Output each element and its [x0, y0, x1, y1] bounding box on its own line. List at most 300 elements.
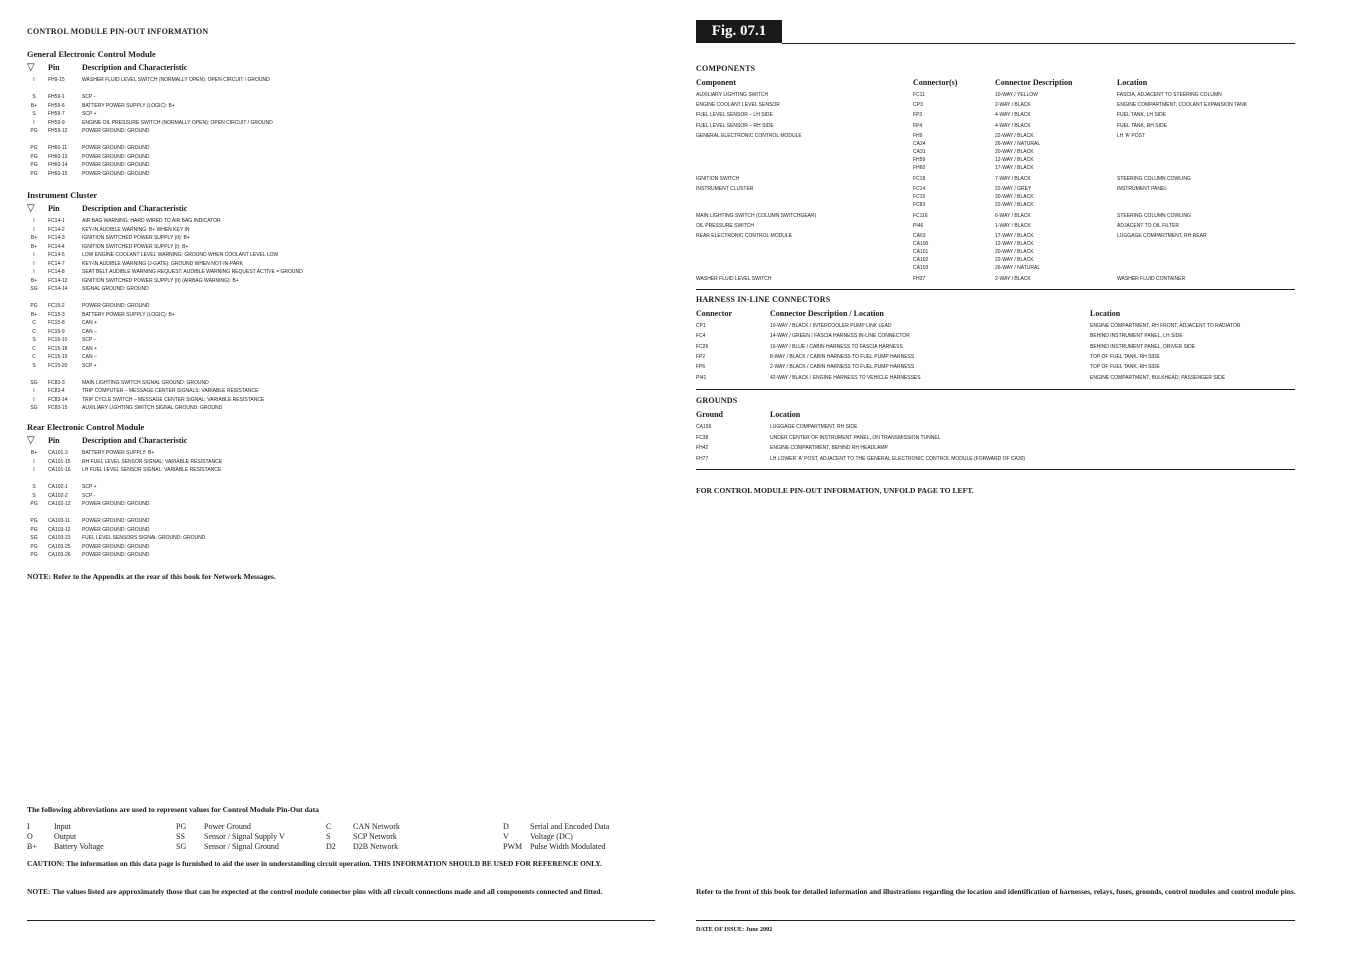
pin-description: SCP –: [82, 337, 97, 343]
pin-type: PG: [30, 552, 38, 558]
pin-row: [27, 328, 357, 337]
pin-id: CA102-1: [48, 484, 68, 490]
figure-rule: [782, 43, 1295, 44]
pin-row: [27, 170, 357, 179]
connector-id: CA24: [913, 140, 926, 147]
components-column-header: Connector Description: [995, 78, 1073, 87]
pin-row: [27, 404, 357, 413]
pin-type: S: [32, 362, 36, 369]
pin-row: [27, 500, 357, 509]
harness-connector-id: FP6: [696, 364, 706, 371]
component-name: AUXILIARY LIGHTING SWITCH: [696, 92, 769, 98]
pin-row: [27, 362, 357, 371]
abbreviation-code: D2: [326, 842, 336, 851]
pin-id: FC14-1: [48, 218, 65, 224]
pin-type: PG: [30, 162, 38, 168]
abbreviation-meaning: Sensor / Signal Ground: [204, 842, 279, 851]
harness-description: 16-WAY / BLUE / CABIN HARNESS TO FASCIA HARNESS: [770, 343, 903, 350]
connector-id: CA101: [913, 249, 929, 256]
component-name: OIL PRESSURE SWITCH: [696, 223, 754, 230]
pin-type: PG: [30, 526, 38, 533]
pin-id: CA103-12: [48, 526, 71, 533]
pin-row: [27, 466, 357, 475]
pin-row: [27, 144, 357, 153]
pin-description: WASHER FLUID LEVEL SWITCH (NORMALLY OPEN): OPEN CIRCUIT / GROUND: [82, 77, 270, 83]
pin-id: FC15-3: [48, 311, 65, 318]
pin-description: IGNITION SWITCHED POWER SUPPLY (II): B+: [82, 235, 190, 241]
pin-row: [27, 93, 357, 102]
abbreviation-meaning: Sensor / Signal Supply V: [204, 832, 285, 841]
pin-id: FH60-13: [48, 153, 68, 160]
connector-id: FH9: [913, 132, 923, 139]
connector-id: FC116: [913, 213, 928, 219]
pin-type: I: [33, 467, 35, 473]
pin-type: S: [32, 492, 36, 499]
pin-description: ENGINE OIL PRESSURE SWITCH (NORMALLY OPEN): OPEN CIRCUIT / GROUND: [82, 119, 273, 126]
connector-description: 22-WAY / GREY: [995, 186, 1032, 192]
pin-type: I: [33, 77, 35, 83]
abbreviation-meaning: Output: [54, 832, 77, 841]
ground-location: LH LOWER 'A' POST, ADJACENT TO THE GENERAL ELECTRONIC CONTROL MODULE (FORWARD OF CA30): [770, 455, 1026, 462]
pin-description: BATTERY POWER SUPPLY: B+: [82, 450, 155, 456]
connector-description: 26-WAY / NATURAL: [995, 265, 1041, 272]
pin-id: CA101-16: [48, 467, 71, 473]
connector-description: 20-WAY / BLACK: [995, 249, 1034, 256]
components-column-header: Connector(s): [913, 78, 958, 87]
pin-description: POWER GROUND: GROUND: [82, 153, 150, 160]
harness-description: 42-WAY / BLACK / ENGINE HARNESS TO VEHICLE HARNESSES: [770, 374, 921, 381]
pin-type: S: [32, 111, 36, 117]
pin-description: AUXILIARY LIGHTING SWITCH SIGNAL GROUND: GROUND: [82, 405, 223, 411]
component-location: STEERING COLUMN COWLING: [1117, 213, 1191, 219]
pin-id: FC83-14: [48, 396, 68, 403]
caution-note: CAUTION: The information on this data page is furnished to aid the user in understanding circuit operation. THIS INFORMATION SHOULD BE USED FOR REFERENCE ONLY.: [27, 859, 602, 868]
pin-description: SCP -: [82, 492, 96, 499]
pin-row: [27, 517, 357, 526]
harness-description: 10-WAY / BLACK / INTERCOOLER PUMP LINK LEAD: [770, 323, 892, 329]
harness-connector-id: FC26: [696, 343, 709, 350]
pin-row: [27, 76, 357, 85]
harness-location: BEHIND INSTRUMENT PANEL, DRIVER SIDE: [1090, 343, 1196, 350]
grounds-column-header: Ground: [696, 410, 723, 419]
component-location: ENGINE COMPARTMENT, COOLANT EXPANSION TANK: [1117, 102, 1248, 109]
connector-description: 2-WAY / BLACK: [995, 276, 1031, 283]
pin-type: I: [33, 396, 35, 403]
pin-id: CA103-11: [48, 518, 71, 524]
ground-id: FH42: [696, 445, 709, 451]
pin-row: [27, 153, 357, 162]
component-location: INSTRUMENT PANEL: [1117, 186, 1168, 192]
pin-id: FC83-4: [48, 388, 65, 394]
pin-type: C: [32, 320, 36, 326]
pin-type: I: [33, 269, 35, 275]
pin-description: KEY-IN AUDIBLE WARNING: B+ WHEN KEY IN: [82, 226, 190, 233]
pin-row: [27, 492, 357, 501]
pin-id: FH9-15: [48, 77, 65, 83]
pin-id: FH59-9: [48, 119, 65, 126]
harness-description: 14-WAY / GREEN / FASCIA HARNESS IN-LINE CONNECTOR: [770, 333, 910, 340]
pin-symbol-icon: ▽: [27, 203, 35, 214]
pin-description: CAN –: [82, 354, 97, 360]
connector-id: FP4: [913, 122, 923, 129]
connector-description: 20-WAY / BLACK: [995, 148, 1034, 155]
connector-id: FH59: [913, 156, 926, 163]
connector-id: FH37: [913, 276, 926, 283]
unfold-note: FOR CONTROL MODULE PIN-OUT INFORMATION, UNFOLD PAGE TO LEFT.: [696, 486, 974, 495]
pin-row: [27, 302, 357, 311]
pin-description: POWER GROUND: GROUND: [82, 145, 150, 151]
harness-description: 2-WAY / BLACK / CABIN HARNESS TO FUEL PUMP HARNESS: [770, 364, 915, 371]
date-of-issue: DATE OF ISSUE: June 2002: [696, 926, 773, 933]
pin-id: FC14-8: [48, 269, 65, 275]
pin-symbol-icon: ▽: [27, 62, 35, 73]
abbreviation-meaning: SCP Network: [353, 832, 397, 841]
pin-type: PG: [30, 128, 38, 134]
pin-row: [27, 268, 357, 277]
component-name: REAR ELECTRONIC CONTROL MODULE: [696, 233, 792, 240]
pin-description: SCP -: [82, 94, 96, 100]
pin-description: SCP +: [82, 362, 97, 369]
component-name: INSTRUMENT CLUSTER: [696, 186, 754, 192]
pin-row: [27, 217, 357, 226]
description-column-header: Description and Characteristic: [82, 63, 188, 72]
pin-id: CA101-3: [48, 450, 68, 456]
connector-description: 22-WAY / BLACK: [995, 257, 1034, 264]
pin-description: KEY-IN AUDIBLE WARNING (J-GATE): GROUND WHEN NOT-IN-PARK: [82, 260, 244, 267]
pin-type: SG: [30, 379, 38, 386]
pin-type: B+: [30, 311, 38, 318]
harness-location: ENGINE COMPARTMENT, RH FRONT, ADJACENT TO RADIATOR: [1090, 323, 1241, 329]
connector-description: 10-WAY / YELLOW: [995, 92, 1038, 98]
pin-row: [27, 458, 357, 467]
component-location: WASHER FLUID CONTAINER: [1117, 276, 1186, 283]
pin-row: [27, 543, 357, 552]
component-location: FASCIA, ADJACENT TO STEERING COLUMN: [1117, 92, 1222, 98]
connector-description: 6-WAY / BLACK: [995, 213, 1031, 219]
pin-row: [27, 161, 357, 170]
abbreviation-code: C: [326, 822, 332, 831]
pin-description: POWER GROUND: GROUND: [82, 128, 150, 134]
connector-id: CA63: [913, 233, 926, 240]
pin-id: FH60-11: [48, 145, 68, 151]
connector-id: CA102: [913, 257, 929, 264]
pin-description: POWER GROUND: GROUND: [82, 170, 150, 177]
pin-type: PG: [30, 170, 38, 177]
pin-id: CA102-12: [48, 501, 71, 507]
abbreviation-meaning: Serial and Encoded Data: [530, 822, 610, 831]
pin-row: [27, 345, 357, 354]
harness-location: ENGINE COMPARTMENT, BULKHEAD, PASSENGER SIDE: [1090, 374, 1226, 381]
harness-location: TOP OF FUEL TANK, RH SIDE: [1090, 353, 1160, 360]
abbreviation-code: V: [503, 832, 509, 841]
connector-id: CA103: [913, 265, 929, 272]
connector-description: 12-WAY / BLACK: [995, 156, 1034, 163]
ground-location: UNDER CENTER OF INSTRUMENT PANEL, ON TRANSMISSION TUNNEL: [770, 434, 941, 441]
values-note: NOTE: The values listed are approximately those that can be expected at the control module connector pins with all circuit connections made and all components connected and fitted.: [27, 887, 603, 896]
pin-description: SCP +: [82, 484, 97, 490]
pin-row: [27, 353, 357, 362]
pin-row: [27, 449, 357, 458]
pin-description: POWER GROUND: GROUND: [82, 552, 150, 558]
pin-type: B+: [30, 243, 38, 250]
pin-row: [27, 110, 357, 119]
harness-description: 8-WAY / BLACK / CABIN HARNESS TO FUEL PUMP HARNESS: [770, 353, 915, 360]
harness-column-header: Location: [1090, 309, 1121, 318]
pin-type: PG: [30, 518, 38, 524]
connector-description: 17-WAY / BLACK: [995, 164, 1034, 171]
abbreviation-code: SS: [176, 832, 185, 841]
pin-column-header: Pin: [48, 63, 60, 72]
abbreviation-code: D: [503, 822, 509, 831]
pin-row: [27, 119, 357, 128]
pin-id: FC15-10: [48, 337, 68, 343]
abbreviation-code: I: [27, 822, 30, 831]
pin-id: FC15-19: [48, 354, 68, 360]
pin-row: [27, 277, 357, 286]
pin-row: [27, 234, 357, 243]
pin-id: CA101-15: [48, 458, 71, 465]
component-location: ADJACENT TO OIL FILTER: [1117, 223, 1179, 230]
pin-row: [27, 311, 357, 320]
abbreviation-code: PWM: [503, 842, 523, 851]
harness-bottom-rule: [696, 389, 1295, 390]
pin-type: PG: [30, 145, 38, 151]
pin-id: FC15-20: [48, 362, 68, 369]
pin-id: FC83-15: [48, 405, 68, 411]
connector-id: FC18: [913, 175, 926, 182]
pin-description: IGNITION SWITCHED POWER SUPPLY (I): B+: [82, 243, 189, 250]
pin-row: [27, 526, 357, 535]
pin-description: SEAT BELT AUDIBLE WARNING REQUEST: AUDIBLE WARNING REQUEST ACTIVE = GROUND: [82, 269, 303, 275]
pin-description: LH FUEL LEVEL SENSOR SIGNAL: VARIABLE RESISTANCE: [82, 467, 222, 473]
connector-description: 26-WAY / NATURAL: [995, 140, 1041, 147]
pin-id: FH60-14: [48, 162, 68, 168]
connector-id: CA31: [913, 148, 926, 155]
pin-description: POWER GROUND: GROUND: [82, 303, 150, 309]
component-name: FUEL LEVEL SENSOR – LH SIDE: [696, 112, 773, 119]
abbreviation-meaning: D2B Network: [353, 842, 399, 851]
pin-column-header: Pin: [48, 436, 60, 445]
abbreviations-intro: The following abbreviations are used to represent values for Control Module Pin-Out data: [27, 805, 319, 814]
pin-id: FC15-8: [48, 320, 65, 326]
component-location: FUEL TANK, LH SIDE: [1117, 112, 1167, 119]
network-note: NOTE: Refer to the Appendix at the rear of this book for Network Messages.: [27, 572, 276, 581]
abbreviation-code: PG: [176, 822, 187, 831]
connector-id: FP3: [913, 112, 923, 119]
pin-description: CAN +: [82, 320, 97, 326]
connector-description: 20-WAY / BLACK: [995, 194, 1034, 200]
pin-row: [27, 336, 357, 345]
pin-row: [27, 251, 357, 260]
page-header: CONTROL MODULE PIN-OUT INFORMATION: [27, 27, 209, 36]
pin-description: POWER GROUND: GROUND: [82, 526, 150, 533]
pin-type: S: [32, 484, 36, 490]
components-column-header: Location: [1117, 78, 1148, 87]
component-location: STEERING COLUMN COWLING: [1117, 175, 1191, 182]
abbreviation-code: SG: [176, 842, 187, 851]
pin-column-header: Pin: [48, 204, 60, 213]
pin-type: S: [32, 94, 36, 100]
component-name: FUEL LEVEL SENSOR – RH SIDE: [696, 122, 774, 129]
pin-description: CAN –: [82, 328, 97, 335]
pin-row: [27, 379, 357, 388]
description-column-header: Description and Characteristic: [82, 436, 188, 445]
pin-description: BATTERY POWER SUPPLY (LOGIC): B+: [82, 311, 175, 318]
abbreviation-meaning: Power Ground: [204, 822, 251, 831]
pin-row: [27, 387, 357, 396]
pin-description: SIGNAL GROUND: GROUND: [82, 286, 149, 292]
abbreviation-code: B+: [27, 842, 37, 851]
connector-description: 4-WAY / BLACK: [995, 122, 1031, 129]
pin-type: I: [33, 252, 35, 258]
pin-type: SG: [30, 535, 38, 541]
pin-id: FC14-2: [48, 226, 65, 233]
pin-row: [27, 226, 357, 235]
pin-id: FH59-1: [48, 94, 65, 100]
pin-type: B+: [30, 102, 38, 109]
abbreviation-code: O: [27, 832, 33, 841]
pin-row: [27, 534, 357, 543]
abbreviation-meaning: Pulse Width Modulated: [530, 842, 606, 851]
components-title: COMPONENTS: [696, 64, 756, 73]
refer-note: Refer to the front of this book for detailed information and illustrations regarding the location and identification of harnesses, relays, fuses, grounds, control modules and control module pins.: [696, 887, 1296, 896]
ground-location: ENGINE COMPARTMENT, BEHIND RH HEADLAMP: [770, 445, 888, 451]
component-name: WASHER FLUID LEVEL SWITCH: [696, 276, 772, 283]
pin-type: C: [32, 354, 36, 360]
connector-description: 7-WAY / BLACK: [995, 175, 1031, 182]
harness-connector-id: FP2: [696, 353, 706, 360]
pin-type: B+: [30, 277, 38, 284]
component-name: GENERAL ELECTRONIC CONTROL MODULE: [696, 132, 802, 139]
pin-description: POWER GROUND: GROUND: [82, 518, 150, 524]
pin-row: [27, 551, 357, 560]
component-name: IGNITION SWITCH: [696, 175, 740, 182]
component-location: LUGGAGE COMPARTMENT, RH REAR: [1117, 233, 1207, 240]
pin-description: TRIP COMPUTER – MESSAGE CENTER SIGNALS: VARIABLE RESISTANCE: [82, 388, 259, 394]
pin-id: CA102-2: [48, 492, 68, 499]
pin-row: [27, 260, 357, 269]
connector-id: CA100: [913, 241, 929, 248]
ground-id: FC38: [696, 434, 709, 441]
pin-description: MAIN LIGHTING SWITCH SIGNAL GROUND: GROUND: [82, 379, 209, 386]
component-location: LH 'A' POST: [1117, 132, 1146, 139]
pin-type: PG: [30, 303, 38, 309]
pin-id: FH60-15: [48, 170, 68, 177]
pin-type: B+: [30, 450, 38, 456]
pin-description: IGNITION SWITCHED POWER SUPPLY (II) (AIRBAG WARNING): B+: [82, 277, 239, 284]
harness-connector-id: FC4: [696, 333, 706, 340]
pin-description: BATTERY POWER SUPPLY (LOGIC): B+: [82, 102, 175, 109]
pin-type: PG: [30, 501, 38, 507]
harness-connector-id: PI41: [696, 374, 707, 381]
pin-row: [27, 483, 357, 492]
pin-id: FC83-3: [48, 379, 65, 386]
ground-location: LUGGAGE COMPARTMENT, RH SIDE: [770, 424, 858, 430]
harness-connector-id: CP1: [696, 323, 706, 329]
connector-id: FC15: [913, 194, 926, 200]
connector-id: FH60: [913, 164, 926, 171]
pin-description: TRIP CYCLE SWITCH – MESSAGE CENTER SIGNAL: VARIABLE RESISTANCE: [82, 396, 265, 403]
section-title: Rear Electronic Control Module: [27, 422, 145, 432]
pin-type: I: [33, 226, 35, 233]
pin-type: SG: [30, 286, 38, 292]
pin-description: RH FUEL LEVEL SENSOR SIGNAL: VARIABLE RESISTANCE: [82, 458, 223, 465]
bottom-rule-right: [696, 920, 1295, 921]
pin-row: [27, 319, 357, 328]
pin-description: POWER GROUND: GROUND: [82, 501, 150, 507]
pin-description: POWER GROUND: GROUND: [82, 162, 150, 168]
connector-description: 22-WAY / BLACK: [995, 132, 1034, 139]
abbreviation-meaning: Input: [54, 822, 71, 831]
pin-id: FC15-18: [48, 345, 68, 352]
figure-label: Fig. 07.1: [696, 20, 782, 43]
pin-description: POWER GROUND: GROUND: [82, 543, 150, 550]
pin-description: AIR BAG WARNING: HARD WIRED TO AIR BAG INDICATOR: [82, 218, 221, 224]
components-column-header: Component: [696, 78, 737, 87]
pin-type: PG: [30, 153, 38, 160]
pin-type: I: [33, 458, 35, 465]
pin-id: FC14-7: [48, 260, 65, 267]
harness-location: BEHIND INSTRUMENT PANEL, LH SIDE: [1090, 333, 1183, 340]
grounds-bottom-rule: [696, 469, 1295, 470]
pin-row: [27, 102, 357, 111]
components-bottom-rule: [696, 289, 1295, 290]
connector-description: 2-WAY / BLACK: [995, 102, 1031, 109]
component-name: ENGINE COOLANT LEVEL SENSOR: [696, 102, 780, 109]
pin-id: FH59-12: [48, 128, 68, 134]
pin-description: FUEL LEVEL SENSORS SIGNAL GROUND: GROUND: [82, 535, 206, 541]
pin-id: CA103-23: [48, 535, 71, 541]
pin-id: CA103-25: [48, 543, 71, 550]
pin-id: CA103-26: [48, 552, 71, 558]
pin-type: C: [32, 345, 36, 352]
harness-location: TOP OF FUEL TANK, RH SIDE: [1090, 364, 1160, 371]
grounds-column-header: Location: [770, 410, 801, 419]
section-title: Instrument Cluster: [27, 190, 98, 200]
pin-id: FH59-7: [48, 111, 65, 117]
pin-type: SG: [30, 405, 38, 411]
connector-id: CP3: [913, 102, 923, 109]
pin-description: SCP +: [82, 111, 97, 117]
pin-id: FC15-2: [48, 303, 65, 309]
pin-id: FH59-6: [48, 102, 65, 109]
harness-column-header: Connector Description / Location: [770, 309, 884, 318]
connector-id: FC11: [913, 92, 925, 98]
connector-description: 17-WAY / BLACK: [995, 233, 1034, 240]
pin-description: CAN +: [82, 345, 97, 352]
pin-type: PG: [30, 543, 38, 550]
pin-row: [27, 285, 357, 294]
connector-id: FC83: [913, 202, 926, 208]
harness-column-header: Connector: [696, 309, 732, 318]
harness-title: HARNESS IN-LINE CONNECTORS: [696, 295, 831, 304]
grounds-title: GROUNDS: [696, 396, 738, 405]
pin-type: I: [33, 218, 35, 224]
connector-description: 12-WAY / BLACK: [995, 241, 1034, 248]
pin-id: FC14-5: [48, 252, 65, 258]
pin-row: [27, 127, 357, 136]
pin-type: I: [33, 119, 35, 126]
connector-description: 1-WAY / BLACK: [995, 223, 1031, 230]
description-column-header: Description and Characteristic: [82, 204, 188, 213]
abbreviation-meaning: CAN Network: [353, 822, 400, 831]
abbreviation-meaning: Battery Voltage: [54, 842, 104, 851]
connector-id: PI46: [913, 223, 924, 230]
component-location: FUEL TANK, RH SIDE: [1117, 122, 1167, 129]
pin-id: FC14-3: [48, 235, 65, 241]
ground-id: CA156: [696, 424, 712, 430]
pin-id: FC14-4: [48, 243, 65, 250]
